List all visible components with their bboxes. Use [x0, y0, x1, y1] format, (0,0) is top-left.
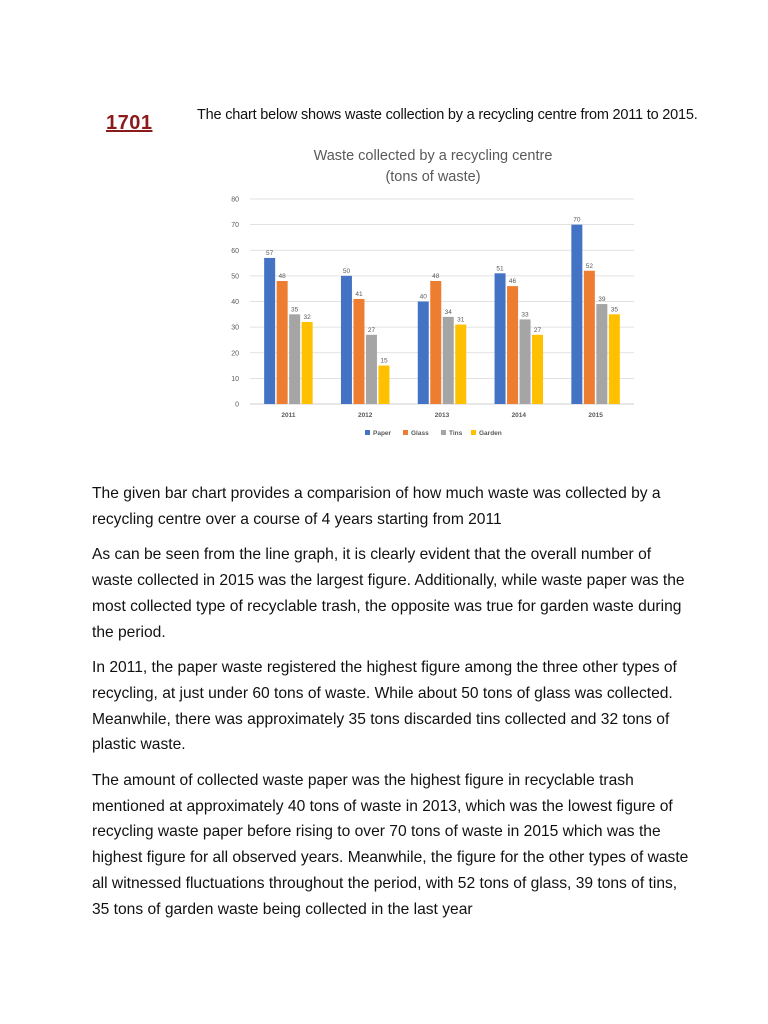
y-tick-label: 40: [231, 299, 239, 306]
data-label: 46: [508, 278, 517, 286]
data-label: 35: [291, 306, 299, 314]
data-label: 31: [457, 316, 465, 324]
bar-chart: [220, 140, 650, 450]
bar-glass-2014: [507, 286, 518, 404]
data-label: 27: [367, 326, 376, 334]
x-tick-label: 2012: [357, 412, 373, 419]
legend-entry: Tins: [449, 430, 463, 437]
bar-garden-2012: [378, 366, 389, 404]
x-tick-label: 2015: [588, 412, 603, 419]
bar-garden-2013: [455, 325, 466, 404]
y-tick-label: 20: [231, 350, 239, 358]
bar-glass-2013: [430, 281, 441, 404]
data-label: 33: [521, 311, 529, 319]
bar-paper-2013: [418, 302, 429, 405]
bar-paper-2014: [495, 273, 506, 404]
bar-tins-2014: [520, 319, 531, 404]
data-label: 52: [585, 262, 593, 270]
y-tick-label: 60: [231, 247, 239, 255]
data-label: 40: [419, 293, 427, 301]
essay-body: [92, 481, 692, 932]
data-label: 70: [573, 216, 581, 224]
bar-tins-2015: [596, 304, 607, 404]
bar-glass-2015: [584, 271, 595, 404]
legend-swatch-garden: [471, 430, 476, 435]
chart-title: Waste collected by a recycling centre: [313, 148, 553, 164]
data-label: 39: [598, 296, 606, 304]
task-prompt: The chart below shows waste collection by a recycling centre from 2011 to 2015.: [197, 107, 698, 123]
bar-garden-2011: [302, 322, 313, 404]
bar-paper-2011: [264, 258, 275, 404]
legend-entry: Paper: [373, 430, 392, 437]
data-label: 48: [432, 273, 440, 280]
data-label: 51: [496, 265, 504, 273]
legend-swatch-tins: [441, 430, 446, 435]
bar-garden-2015: [609, 314, 620, 404]
chart-subtitle: (tons of waste): [385, 169, 481, 185]
x-tick-label: 2014: [511, 412, 527, 419]
data-label: 57: [266, 249, 274, 257]
data-label: 34: [444, 308, 452, 316]
y-tick-label: 70: [231, 222, 239, 230]
data-label: 32: [303, 314, 311, 321]
paragraph-2: As can be seen from the line graph, it is clearly evident that the overall number of waste collected in 2015 was the largest figure. Additionally, while waste paper was the most collected type of recyclable trash, the opposite was true for garden waste during the period.: [92, 546, 685, 641]
data-label: 15: [380, 357, 388, 365]
bar-tins-2012: [366, 335, 377, 404]
bar-garden-2014: [532, 335, 543, 404]
data-label: 48: [278, 273, 286, 280]
y-tick-label: 80: [231, 196, 239, 204]
paragraph-1: The given bar chart provides a comparision of how much waste was collected by a recycling centre over a course of 4 years starting from 2011: [92, 485, 661, 528]
data-label: 35: [610, 306, 618, 314]
bar-paper-2012: [341, 276, 352, 404]
paragraph-4: The amount of collected waste paper was the highest figure in recyclable trash mentioned at approximately 40 tons of waste in 2013, which was the lowest figure of recycling waste paper before rising to over 70 tons of waste in 2015 which was the highest figure for all observed years. Meanwhile, the figure for the other types of waste all witnessed fluctuations throughout the period, with 52 tons of glass, 39 tons of tins, 35 tons of garden waste being collected in the last year: [92, 772, 689, 918]
y-tick-label: 10: [231, 375, 239, 383]
bar-tins-2013: [443, 317, 454, 404]
bar-glass-2012: [353, 299, 364, 404]
data-label: 50: [342, 267, 351, 275]
legend-entry: Garden: [479, 430, 502, 437]
y-tick-label: 30: [231, 324, 239, 332]
x-tick-label: 2013: [434, 412, 450, 419]
document-id: 1701: [106, 112, 153, 134]
paragraph-3: In 2011, the paper waste registered the highest figure among the three other types of recycling, at just under 60 tons of waste. While about 50 tons of glass was collected. Meanwhile, there was approximately 35 tons discarded tins collected and 32 tons of plastic waste.: [92, 659, 677, 754]
y-tick-label: 0: [235, 401, 239, 409]
y-tick-label: 50: [231, 273, 239, 281]
legend-swatch-glass: [403, 430, 408, 435]
legend-swatch-paper: [365, 430, 370, 435]
legend-entry: Glass: [411, 430, 429, 437]
data-label: 27: [533, 326, 542, 334]
x-tick-label: 2011: [281, 412, 296, 419]
data-label: 41: [355, 290, 363, 298]
bar-paper-2015: [571, 225, 582, 404]
bar-tins-2011: [289, 314, 300, 404]
bar-glass-2011: [277, 281, 288, 404]
